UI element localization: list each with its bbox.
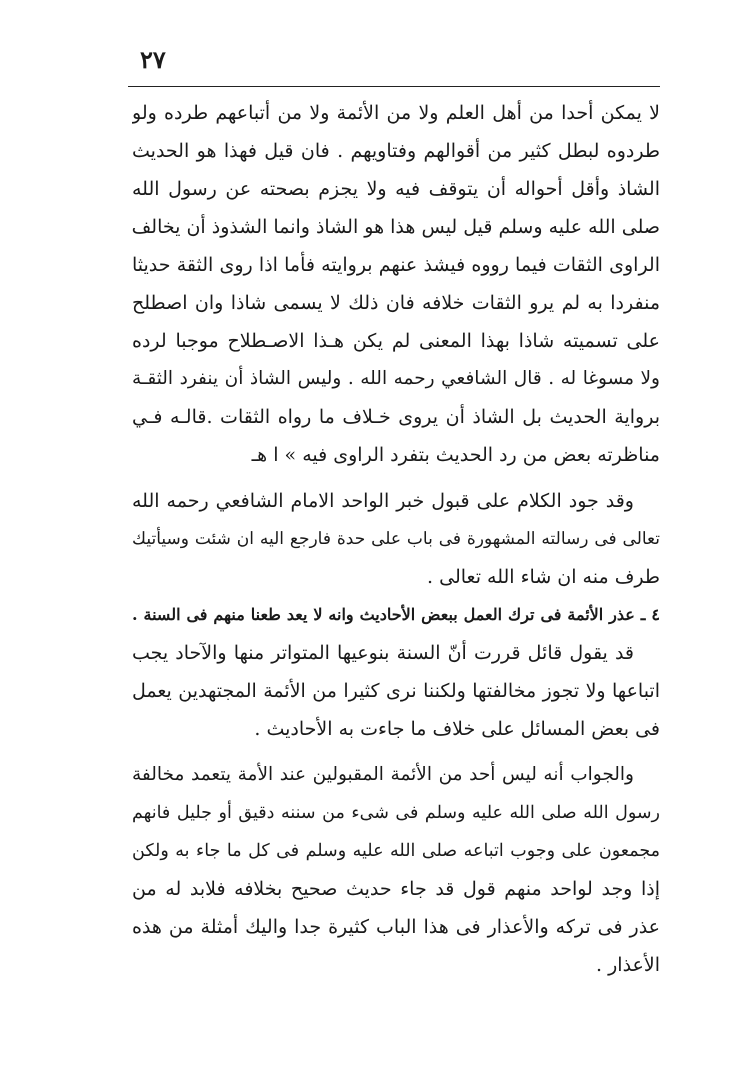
paragraph-gap [132,474,660,482]
text-line: اتباعها ولا تجوز مخالفتها ولكننا نرى كثيرا من الأئمة المجتهدين يعمل [132,680,660,702]
header-rule [128,86,660,87]
text-line: إذا وجد لواحد منهم قول قد جاء حديث صحيح بخلافه فلابد له من [132,878,660,900]
text-line: منفردا به لم يرو الثقات خلافه فان ذلك لا يسمى شاذا وان اصطلح [132,292,660,314]
text-line: فى بعض المسائل على خلاف ما جاءت به الأحاديث . [254,718,660,740]
text-line: طرف منه ان شاء الله تعالى . [427,566,660,588]
page-number: ٢٧ [140,45,166,74]
text-line: ولا مسوغا له . قال الشافعي رحمه الله . وليس الشاذ أن ينفرد الثقـة [132,368,660,389]
text-line: برواية الحديث بل الشاذ أن يروى خـلاف ما رواه الثقات .قالـه فـي [132,406,660,428]
text-line: رسول الله صلى الله عليه وسلم فى شىء من سننه دقيق أو جليل فانهم [132,803,660,823]
text-line: والجواب أنه ليس أحد من الأئمة المقبولين عند الأمة يتعمد مخالفة [132,764,634,785]
text-line: طردوه لبطل كثير من أقوالهم وفتاويهم . فان قيل فهذا هو الحديث [132,140,660,162]
section-heading: ٤ ـ عذر الأئمة فى ترك العمل ببعض الأحاديث وانه لا يعد طعنا منهم فى السنة . [132,605,660,624]
body-text [132,94,660,984]
text-line: تعالى فى رسالته المشهورة فى باب على حدة فارجع اليه ان شئت وسيأتيك [132,529,660,549]
text-line: الراوى الثقات فيما رووه فيشذ عنهم بروايته فأما اذا روى الثقة حديثا [132,254,660,276]
text-line: قد يقول قائل قررت أنّ السنة بنوعيها المتواتر منها والآحاد يجب [132,642,634,664]
text-line: صلى الله عليه وسلم قيل ليس هذا هو الشاذ وانما الشذوذ أن يخالف [132,216,660,238]
text-line: على تسميته شاذا بهذا المعنى لم يكن هـذا الاصـطلاح موجبا لرده [132,330,660,352]
text-line: الأعذار . [596,954,660,976]
text-line: مناظرته بعض من رد الحديث بتفرد الراوى فيه » ا هـ [251,444,660,466]
text-line: مجمعون على وجوب اتباعه صلى الله عليه وسلم فى كل ما جاء به ولكن [132,841,660,861]
paragraph-gap [132,748,660,756]
text-line: لا يمكن أحدا من أهل العلم ولا من الأئمة ولا من أتباعهم طرده ولو [132,102,660,124]
text-line: الشاذ وأقل أحواله أن يتوقف فيه ولا يجزم بصحته عن رسول الله [132,178,660,200]
text-line: وقد جود الكلام على قبول خبر الواحد الامام الشافعي رحمه الله [132,490,634,512]
text-line: عذر فى تركه والأعذار فى هذا الباب كثيرة جدا واليك أمثلة من هذه [132,916,660,938]
